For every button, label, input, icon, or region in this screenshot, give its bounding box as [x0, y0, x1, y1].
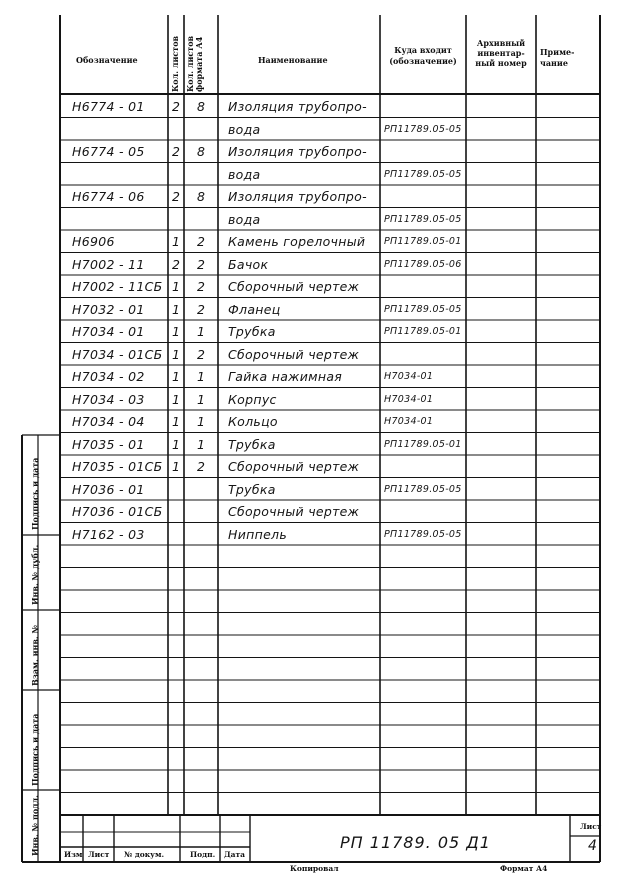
side-signature-date-1: Подпись и дата — [30, 457, 40, 530]
row-name: Корпус — [228, 391, 277, 407]
row-qty-a4: 2 — [197, 346, 206, 362]
row-qty-a4: 1 — [197, 369, 206, 384]
tb-sheet: Лист — [88, 850, 110, 859]
row-name: Сборочный чертеж — [228, 346, 360, 362]
row-designation: H7032 - 01 — [72, 301, 145, 317]
row-designation: H7034 - 04 — [72, 414, 145, 429]
header-archive: Архивный инвентар-ный номер — [475, 38, 527, 68]
side-original-inv: Инв. № подл. — [30, 795, 40, 856]
row-name: Трубка — [228, 436, 276, 452]
tb-signature: Подп. — [190, 850, 216, 859]
row-qty-a4: 8 — [197, 189, 206, 204]
row-part-of: РП11789.05-05 — [384, 168, 462, 180]
side-dup-inv: Инв. № дубл. — [30, 544, 40, 605]
footer-format: Формат А4 — [500, 864, 548, 873]
row-part-of: H7034-01 — [384, 393, 434, 405]
tb-sheet-number: 4 — [588, 838, 598, 854]
row-qty: 1 — [172, 301, 181, 317]
row-qty: 2 — [172, 99, 181, 114]
row-name: Камень горелочный — [228, 234, 366, 249]
row-name: Изоляция трубопро- — [228, 99, 367, 114]
row-qty-a4: 2 — [197, 279, 206, 294]
row-part-of: H7034-01 — [384, 416, 434, 427]
row-designation: H7036 - 01 — [72, 481, 145, 497]
header-sheet-count-a4 — [186, 2, 204, 92]
header-note: Приме-чание — [540, 47, 575, 68]
row-qty-a4: 8 — [197, 144, 206, 159]
row-designation: H7036 - 01СБ — [72, 504, 163, 519]
row-qty-a4: 2 — [197, 234, 206, 249]
row-name: Трубка — [228, 481, 276, 497]
row-part-of: РП11789.05-05 — [384, 123, 462, 135]
tb-date: Дата — [224, 850, 246, 859]
row-name: Ниппель — [228, 526, 288, 542]
row-part-of: РП11789.05-05 — [384, 483, 462, 495]
tb-sheet-label: Лист — [580, 822, 602, 831]
row-name: Сборочный чертеж — [228, 459, 360, 474]
row-name: вода — [228, 211, 261, 227]
side-signature-date-2: Подпись и дата — [30, 713, 40, 786]
row-qty: 1 — [172, 324, 181, 339]
row-name: Изоляция трубопро- — [228, 189, 367, 204]
row-designation: H7034 - 01 — [72, 324, 145, 339]
tb-doc-no: № докум. — [124, 850, 165, 859]
row-qty-a4: 8 — [197, 99, 206, 114]
row-designation: H7002 - 11 — [72, 256, 145, 272]
row-qty-a4: 1 — [197, 414, 206, 429]
row-designation: H7034 - 03 — [72, 391, 145, 407]
row-qty: 1 — [172, 369, 181, 384]
row-qty: 1 — [172, 279, 181, 294]
header-designation: Обозначение — [76, 55, 138, 65]
row-designation: H6774 - 01 — [72, 99, 145, 114]
header-part-of: Куда входит (обозначение) — [389, 45, 457, 66]
row-name: Кольцо — [228, 414, 278, 429]
row-qty-a4: 2 — [197, 256, 206, 272]
row-designation: H7002 - 11СБ — [72, 279, 163, 294]
header-sheet-count-a4-text: Кол. листов формата А4 — [185, 35, 204, 92]
row-designation: H6774 - 06 — [72, 189, 145, 204]
row-designation: H7034 - 01СБ — [72, 346, 163, 362]
row-name: Гайка нажимная — [228, 369, 343, 384]
row-part-of: РП11789.05-05 — [384, 528, 462, 540]
row-part-of: РП11789.05-05 — [384, 303, 462, 315]
row-part-of: H7034-01 — [384, 371, 434, 382]
row-name: Фланец — [228, 301, 281, 317]
row-name: Бачок — [228, 256, 269, 272]
row-qty-a4: 2 — [197, 301, 206, 317]
tb-document-code: РП 11789. 05 Д1 — [340, 833, 491, 852]
row-part-of: РП11789.05-06 — [384, 258, 462, 270]
row-part-of: РП11789.05-05 — [384, 213, 462, 225]
row-qty-a4: 1 — [197, 391, 206, 407]
row-part-of: РП11789.05-01 — [384, 438, 462, 450]
row-qty-a4: 1 — [197, 324, 206, 339]
row-designation: H7035 - 01 — [72, 436, 145, 452]
row-qty-a4: 1 — [197, 436, 206, 452]
row-qty: 1 — [172, 459, 181, 474]
row-qty: 2 — [172, 189, 181, 204]
row-name: Сборочный чертеж — [228, 279, 360, 294]
row-designation: H6774 - 05 — [72, 144, 145, 159]
row-qty: 1 — [172, 436, 181, 452]
header-sheet-count: Кол. листов — [170, 35, 180, 92]
row-name: Сборочный чертеж — [228, 504, 360, 519]
side-replaced-inv: Взам. инв. № — [30, 624, 40, 686]
footer-copied: Копировал — [290, 864, 339, 873]
row-name: вода — [228, 121, 261, 137]
row-name: Трубка — [228, 324, 276, 339]
row-part-of: РП11789.05-01 — [384, 326, 462, 337]
row-name: Изоляция трубопро- — [228, 144, 367, 159]
row-qty: 1 — [172, 414, 181, 429]
row-designation: H7034 - 02 — [72, 369, 145, 384]
row-designation: H6906 — [72, 234, 115, 249]
header-name: Наименование — [258, 55, 328, 65]
row-designation: H7035 - 01СБ — [72, 459, 163, 474]
row-qty: 1 — [172, 346, 181, 362]
row-qty-a4: 2 — [197, 459, 206, 474]
row-designation: H7162 - 03 — [72, 526, 145, 542]
row-qty: 2 — [172, 256, 181, 272]
row-qty: 2 — [172, 144, 181, 159]
row-qty: 1 — [172, 234, 181, 249]
row-name: вода — [228, 166, 261, 182]
row-qty: 1 — [172, 391, 181, 407]
row-part-of: РП11789.05-01 — [384, 236, 462, 247]
tb-change: Изм — [64, 850, 83, 859]
